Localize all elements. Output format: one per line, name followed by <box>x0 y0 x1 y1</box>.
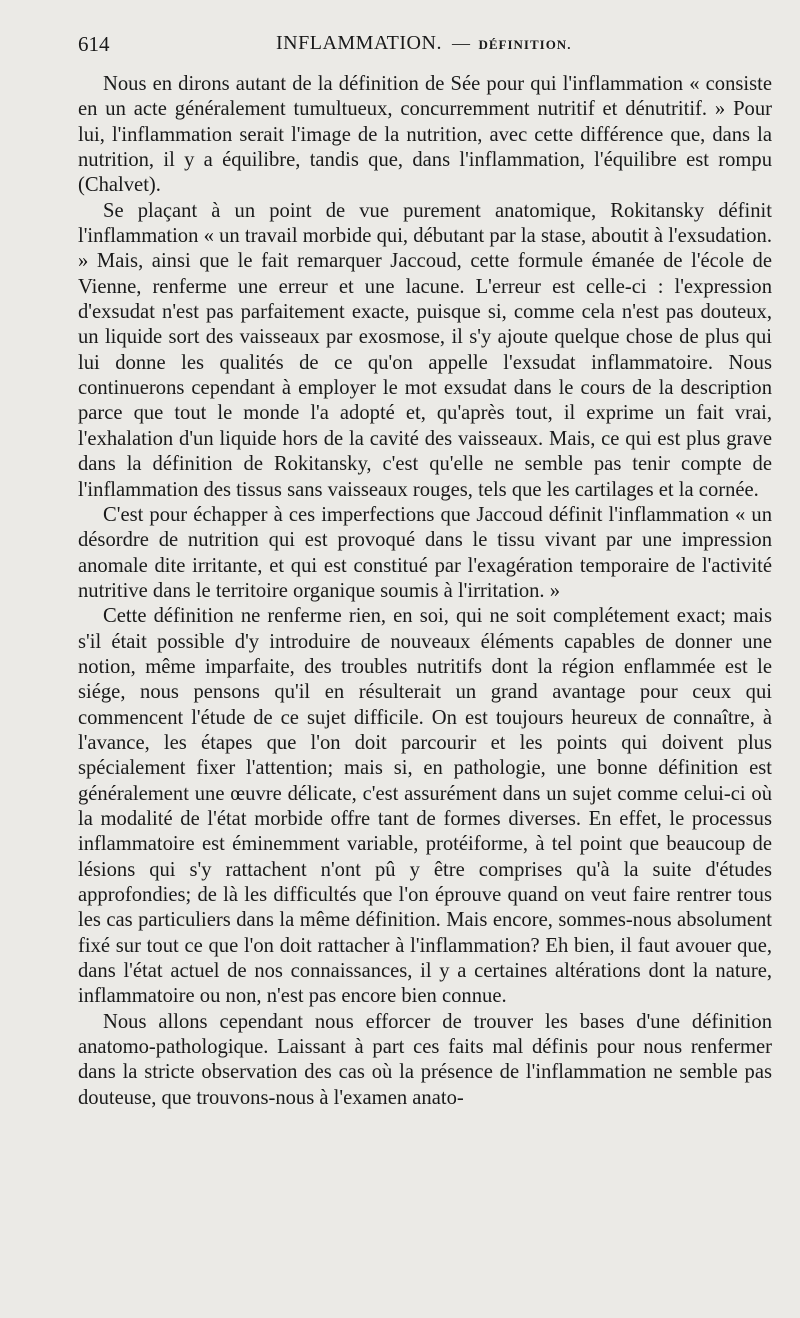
running-head <box>78 32 770 62</box>
page-number: 614 <box>78 32 110 56</box>
chapter-title <box>276 32 571 55</box>
chapter-title-text: INFLAMMATION. <box>276 32 442 54</box>
paragraph-jaccoud: C'est pour échapper à ces imperfections que Jaccoud définit l'inflammation « un désordre de nutrition qui est provoqué dans le tissu vivant par une impression anomale dite irritante, et qui est constitué par l'exagération temporaire de l'activité nutritive dans le territoire organique soumis à l'irritation. » <box>78 503 772 602</box>
body-text <box>78 72 772 1111</box>
title-dash: — <box>451 33 471 53</box>
paragraph-anatomo-pathology: Nous allons cependant nous efforcer de trouver les bases d'une définition anatomo-pathologique. Laissant à part ces faits mal définis pour nous renfermer dans la stricte observation des cas où la présence de l'inflammation ne semble pas douteuse, que trouvons-nous à l'examen anato- <box>78 1010 772 1109</box>
paragraph-rokitansky: Se plaçant à un point de vue purement anatomique, Rokitansky définit l'inflammation « un travail morbide qui, débutant par la stase, aboutit à l'exsudation. » Mais, ainsi que le fait remarquer Jaccoud, cette formule émanée de l'école de Vienne, renferme une erreur et une lacune. L'erreur est celle-ci : l'expression d'exsudat n'est pas parfaitement exacte, puisque si, comme cela n'est pas douteux, un liquide sort des vaisseaux par exosmose, il s'y ajoute quelque chose de plus qui lui donne les qualités de ce qu'on appelle l'exsudat inflammatoire. Nous continuerons cependant à employer le mot exsudat dans le cours de la description parce que tout le monde l'a adopté et, qu'après tout, il exprime un fait vrai, l'exhalation d'un liquide hors de la cavité des vaisseaux. Mais, ce qui est plus grave dans la définition de Rokitansky, c'est qu'elle ne semble pas tenir compte de l'inflammation des tissus sans vaisseaux rouges, tels que les cartilages et la cornée. <box>78 199 772 501</box>
section-subtitle: DÉFINITION. <box>478 37 572 52</box>
paragraph-see-definition: Nous en dirons autant de la définition de Sée pour qui l'inflammation « consiste en un acte généralement tumultueux, concurremment nutritif et dénutritif. » Pour lui, l'inflammation serait l'image de la nutrition, avec cette différence que, dans la nutrition, il y a équilibre, tandis que, dans l'inflammation, l'équilibre est rompu (Chalvet). <box>78 73 772 197</box>
paragraph-commentary: Cette définition ne renferme rien, en soi, qui ne soit complétement exact; mais s'il était possible d'y introduire de nouveaux éléments capables de donner une notion, même imparfaite, des troubles nutritifs dont la région enflammée est le siége, nous pensons qu'il en résulterait un grand avantage pour ceux qui commencent l'étude de ce sujet difficile. On est toujours heureux de connaître, à l'avance, les étapes que l'on doit parcourir et les points qui doivent plus spécialement fixer l'attention; mais si, en pathologie, une bonne définition est généralement une œuvre délicate, c'est assurément dans un sujet comme celui-ci où la modalité de l'état morbide offre tant de formes diverses. En effet, le processus inflammatoire est éminemment variable, protéiforme, à tel point que beaucoup de lésions qui s'y rattachent n'ont pû y être comprises qu'à la suite d'études approfondies; de là les difficultés que l'on éprouve quand on veut faire rentrer tous les cas particuliers dans la même définition. Mais encore, sommes-nous absolument fixé sur tout ce que l'on doit rattacher à l'inflammation? Eh bien, il faut avouer que, dans l'état actuel de nos connaissances, il y a certaines altérations dont la nature, inflammatoire ou non, n'est pas encore bien connue. <box>78 605 772 1008</box>
